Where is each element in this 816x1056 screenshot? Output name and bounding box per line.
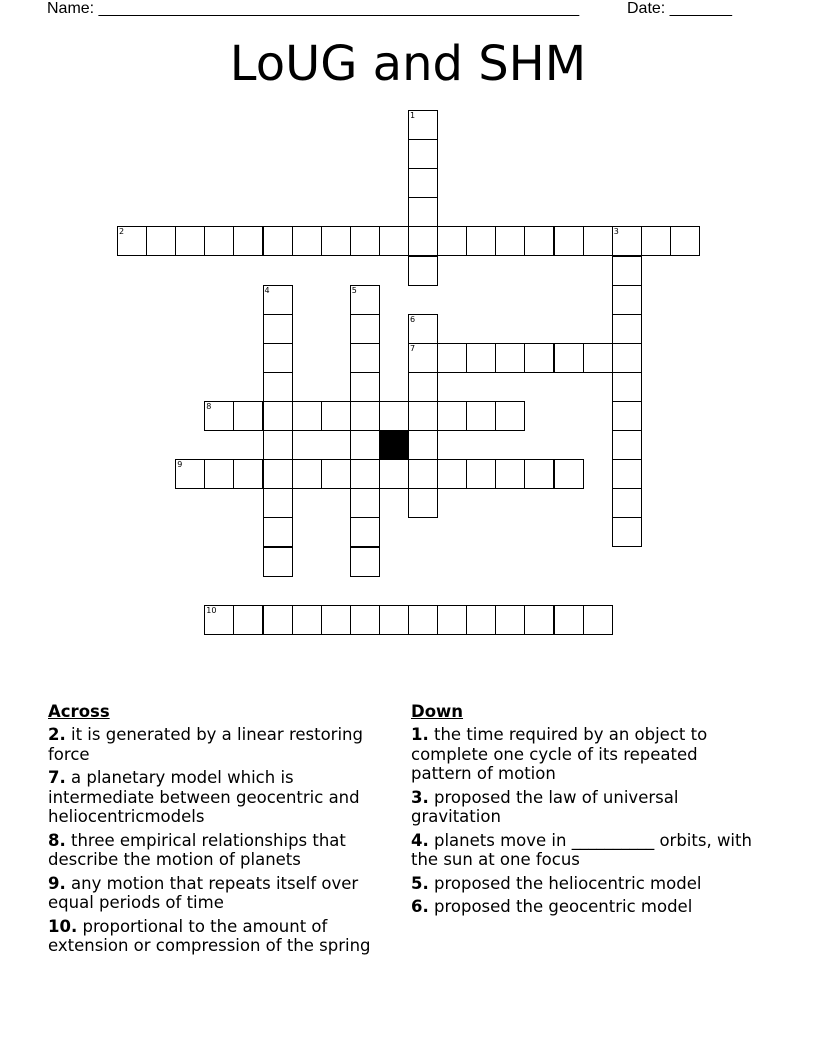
grid-cell[interactable] [292, 226, 322, 256]
grid-cell[interactable] [350, 547, 380, 577]
grid-cell[interactable] [204, 459, 234, 489]
clue-text: the time required by an object to complete one cycle of its repeated pattern of motion [411, 725, 708, 783]
grid-cell[interactable] [263, 459, 293, 489]
clue-across-8 [48, 831, 398, 870]
grid-cell[interactable] [321, 605, 351, 635]
grid-cell[interactable] [379, 226, 409, 256]
grid-cell[interactable] [408, 343, 438, 373]
grid-cell[interactable] [350, 226, 380, 256]
clue-text: proportional to the amount of extension or compression of the spring [48, 916, 371, 955]
grid-cell[interactable] [612, 372, 642, 402]
clue-down-4 [411, 831, 756, 870]
grid-cell[interactable] [321, 401, 351, 431]
grid-cell[interactable] [263, 605, 293, 635]
clue-number: 5. [411, 873, 429, 893]
grid-cell[interactable] [233, 605, 263, 635]
clue-number: 9. [48, 873, 66, 893]
grid-cell[interactable] [117, 226, 147, 256]
clue-across-7 [48, 768, 398, 827]
clue-number-label: 9 [177, 460, 183, 470]
grid-cell[interactable] [263, 226, 293, 256]
grid-cell[interactable] [350, 285, 380, 315]
grid-cell[interactable] [583, 226, 613, 256]
grid-cell[interactable] [437, 605, 467, 635]
grid-cell[interactable] [612, 256, 642, 286]
grid-cell[interactable] [321, 226, 351, 256]
grid-cell[interactable] [641, 226, 671, 256]
grid-cell[interactable] [350, 343, 380, 373]
grid-cell[interactable] [350, 517, 380, 547]
grid-cell[interactable] [408, 314, 438, 344]
grid-cell[interactable] [408, 430, 438, 460]
grid-cell[interactable] [175, 226, 205, 256]
grid-cell[interactable] [408, 372, 438, 402]
clue-number: 4. [411, 830, 429, 850]
clue-text: a planetary model which is intermediate between geocentric and heliocentricmodels [48, 768, 360, 826]
grid-cell[interactable] [350, 314, 380, 344]
clue-number-label: 2 [119, 227, 125, 237]
grid-cell[interactable] [408, 459, 438, 489]
grid-cell[interactable] [233, 459, 263, 489]
grid-cell[interactable] [554, 459, 584, 489]
grid-cell[interactable] [233, 226, 263, 256]
clue-text: any motion that repeats itself over equal periods of time [48, 873, 359, 912]
clue-across-9 [48, 874, 398, 913]
grid-cell[interactable] [408, 605, 438, 635]
grid-cell[interactable] [263, 314, 293, 344]
grid-cell[interactable] [263, 285, 293, 315]
grid-cell[interactable] [495, 401, 525, 431]
grid-cell[interactable] [554, 343, 584, 373]
clue-number: 6. [411, 897, 429, 916]
grid-cell[interactable] [350, 401, 380, 431]
clue-text: proposed the law of universal gravitation [411, 787, 679, 826]
name-field-label: Name: ______________________________________________________ [47, 0, 580, 17]
grid-cell[interactable] [350, 488, 380, 518]
grid-cell[interactable] [263, 517, 293, 547]
grid-cell[interactable] [437, 226, 467, 256]
clue-number-label: 1 [410, 111, 416, 120]
clue-number: 7. [48, 768, 66, 787]
grid-cell[interactable] [408, 168, 438, 198]
grid-cell[interactable] [379, 459, 409, 489]
grid-cell[interactable] [466, 459, 496, 489]
across-heading: Across [48, 702, 110, 721]
grid-cell[interactable] [524, 605, 554, 635]
down-clues [411, 702, 756, 921]
grid-cell[interactable] [263, 372, 293, 402]
clue-text: proposed the heliocentric model [434, 873, 702, 893]
clue-number-label: 7 [410, 343, 416, 353]
grid-cell[interactable] [204, 605, 234, 635]
grid-cell[interactable] [524, 459, 554, 489]
grid-cell[interactable] [670, 226, 700, 256]
grid-cell[interactable] [466, 605, 496, 635]
date-field-label: Date: _______ [627, 0, 732, 17]
grid-cell[interactable] [495, 459, 525, 489]
grid-cell[interactable] [612, 430, 642, 460]
grid-cell[interactable] [612, 401, 642, 431]
clue-number-label: 5 [351, 285, 357, 295]
grid-cell[interactable] [292, 605, 322, 635]
grid-cell[interactable] [583, 605, 613, 635]
grid-cell[interactable] [408, 197, 438, 227]
clue-down-1 [411, 725, 756, 784]
grid-cell[interactable] [292, 459, 322, 489]
grid-cell[interactable] [350, 459, 380, 489]
grid-cell[interactable] [466, 401, 496, 431]
grid-cell[interactable] [263, 547, 293, 577]
grid-cell[interactable] [408, 110, 438, 140]
grid-cell[interactable] [554, 226, 584, 256]
grid-cell[interactable] [146, 226, 176, 256]
grid-cell[interactable] [350, 605, 380, 635]
grid-cell[interactable] [408, 226, 438, 256]
grid-cell[interactable] [204, 401, 234, 431]
clue-down-3 [411, 788, 756, 827]
grid-cell[interactable] [612, 488, 642, 518]
clue-across-10 [48, 917, 398, 956]
clue-across-2 [48, 725, 398, 764]
grid-cell[interactable] [612, 226, 642, 256]
clue-number-label: 4 [264, 285, 270, 295]
grid-cell[interactable] [379, 401, 409, 431]
grid-cell[interactable] [495, 343, 525, 373]
grid-cell[interactable] [466, 343, 496, 373]
clue-text: it is generated by a linear restoring force [48, 725, 363, 764]
grid-cell[interactable] [466, 226, 496, 256]
grid-cell[interactable] [408, 139, 438, 169]
grid-cell[interactable] [437, 401, 467, 431]
grid-cell[interactable] [495, 605, 525, 635]
clue-text: proposed the geocentric model [434, 897, 693, 916]
clue-number-label: 3 [613, 227, 619, 237]
grid-cell[interactable] [263, 488, 293, 518]
grid-cell[interactable] [554, 605, 584, 635]
grid-cell[interactable] [408, 256, 438, 286]
down-heading: Down [411, 702, 464, 721]
grid-cell[interactable] [379, 605, 409, 635]
grid-cell[interactable] [524, 343, 554, 373]
grid-cell[interactable] [612, 343, 642, 373]
clue-down-5 [411, 874, 756, 894]
clue-number: 10. [48, 916, 78, 936]
clue-number-label: 8 [206, 402, 212, 411]
grid-cell[interactable] [350, 372, 380, 402]
grid-cell[interactable] [175, 459, 205, 489]
grid-cell[interactable] [263, 343, 293, 373]
clue-number-label: 10 [206, 605, 217, 615]
clue-text: three empirical relationships that describe the motion of planets [48, 830, 346, 869]
grid-cell[interactable] [292, 401, 322, 431]
grid-cell[interactable] [612, 314, 642, 344]
grid-cell[interactable] [263, 401, 293, 431]
grid-cell[interactable] [612, 285, 642, 315]
clue-number-label: 6 [410, 314, 416, 324]
puzzle-title: LoUG and SHM [229, 36, 587, 92]
grid-cell[interactable] [583, 343, 613, 373]
grid-cell[interactable] [408, 401, 438, 431]
grid-cell[interactable] [350, 430, 380, 460]
grid-cell[interactable] [204, 226, 234, 256]
clue-down-6 [411, 897, 756, 917]
grid-cell[interactable] [612, 459, 642, 489]
clue-number: 3. [411, 787, 429, 807]
grid-cell[interactable] [408, 488, 438, 518]
grid-cell[interactable] [524, 226, 554, 256]
clue-number: 8. [48, 830, 66, 850]
clue-number: 1. [411, 725, 429, 744]
grid-cell[interactable] [437, 459, 467, 489]
grid-cell[interactable] [495, 226, 525, 256]
grid-cell[interactable] [437, 343, 467, 373]
grid-cell[interactable] [263, 430, 293, 460]
grid-cell[interactable] [612, 517, 642, 547]
grid-cell[interactable] [233, 401, 263, 431]
grid-cell[interactable] [321, 459, 351, 489]
clue-text: planets move in __________ orbits, with the sun at one focus [411, 830, 752, 869]
blocked-cell [379, 430, 409, 460]
across-clues [48, 702, 398, 960]
clue-number: 2. [48, 725, 66, 744]
